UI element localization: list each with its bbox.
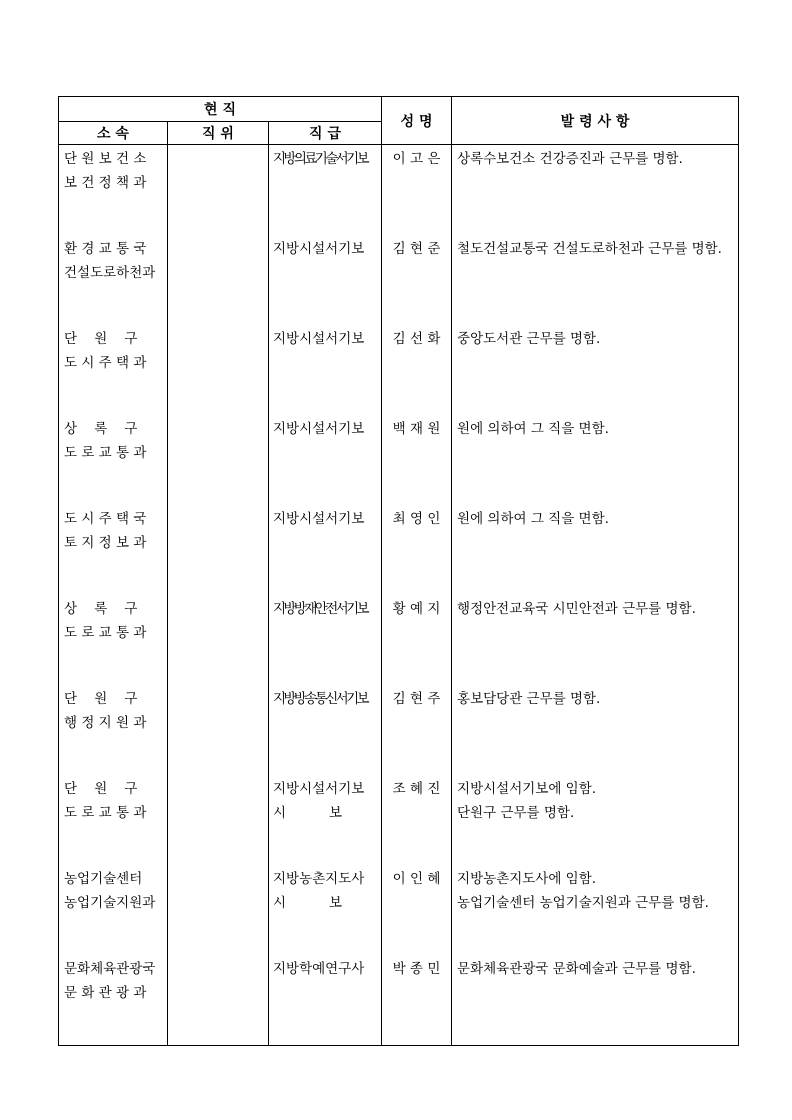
order-line-1: 상록수보건소 건강증진과 근무를 명함.	[457, 151, 683, 167]
affiliation-line-1: 단 원 구	[64, 331, 138, 347]
table-row	[59, 145, 739, 236]
order-line-2	[457, 711, 738, 735]
grade-header: 직 급	[269, 122, 382, 145]
order-cell	[452, 955, 739, 1046]
order-line-1: 철도건설교통국 건설도로하천과 근무를 명함.	[457, 241, 722, 257]
affiliation-line-1: 농업기술센터	[64, 871, 143, 887]
grade-cell	[269, 145, 382, 236]
affiliation-line-1: 도 시 주 택 국	[64, 511, 147, 527]
grade-line-1: 지방농촌지도사	[273, 871, 365, 887]
grade-cell	[269, 775, 382, 865]
grade-line-2	[273, 621, 381, 645]
affiliation-header: 소 속	[59, 122, 168, 145]
grade-line-2	[273, 531, 381, 555]
affiliation-line-2: 도 로 교 통 과	[64, 625, 147, 641]
grade-cell	[269, 415, 382, 505]
position-cell	[168, 235, 269, 325]
name-header: 성 명	[382, 97, 452, 145]
affiliation-line-2: 농업기술지원과	[64, 895, 156, 911]
order-line-1: 지방농촌지도사에 임함.	[457, 871, 597, 887]
order-line-2	[457, 981, 738, 1005]
grade-line-2: 시 보	[273, 895, 342, 911]
order-line-2	[457, 351, 738, 375]
order-line-1: 중앙도서관 근무를 명함.	[457, 331, 601, 347]
position-cell	[168, 505, 269, 595]
order-cell	[452, 415, 739, 505]
order-header: 발 령 사 항	[452, 97, 739, 145]
grade-line-1: 지방방송통신서기보	[273, 691, 367, 707]
affiliation-line-2: 토 지 정 보 과	[64, 535, 147, 551]
order-line-1: 문화체육관광국 문화예술과 근무를 명함.	[457, 961, 696, 977]
position-cell	[168, 325, 269, 415]
order-cell	[452, 325, 739, 415]
grade-cell	[269, 325, 382, 415]
table-row	[59, 955, 739, 1046]
affiliation-line-1: 문화체육관광국	[64, 961, 156, 977]
affiliation-line-2: 건설도로하천과	[64, 265, 156, 281]
grade-line-2	[273, 981, 381, 1005]
order-line-2	[457, 621, 738, 645]
affiliation-cell	[59, 505, 168, 595]
grade-cell	[269, 955, 382, 1046]
grade-line-2	[273, 441, 381, 465]
affiliation-line-1: 단 원 구	[64, 781, 138, 797]
personnel-order-table	[58, 96, 739, 1046]
grade-line-1: 지방시설서기보	[273, 511, 365, 527]
order-cell	[452, 235, 739, 325]
name-cell: 조 혜 진	[382, 775, 452, 865]
affiliation-line-2: 보 건 정 책 과	[64, 175, 147, 191]
affiliation-line-2: 도 로 교 통 과	[64, 805, 147, 821]
order-line-1: 원에 의하여 그 직을 면함.	[457, 421, 609, 437]
affiliation-line-1: 단 원 구	[64, 691, 138, 707]
name-cell: 황 예 지	[382, 595, 452, 685]
order-line-2: 단원구 근무를 명함.	[457, 805, 575, 821]
order-cell	[452, 865, 739, 955]
order-cell	[452, 775, 739, 865]
name-cell: 최 영 인	[382, 505, 452, 595]
order-cell	[452, 685, 739, 775]
grade-line-1: 지방시설서기보	[273, 781, 365, 797]
position-cell	[168, 145, 269, 236]
order-line-1: 홍보담당관 근무를 명함.	[457, 691, 601, 707]
position-cell	[168, 955, 269, 1046]
table-row	[59, 235, 739, 325]
grade-cell	[269, 505, 382, 595]
order-line-1: 지방시설서기보에 임함.	[457, 781, 597, 797]
table-body	[59, 145, 739, 1046]
order-line-2	[457, 441, 738, 465]
table-row	[59, 865, 739, 955]
grade-line-1: 지방학예연구사	[273, 961, 365, 977]
order-cell	[452, 595, 739, 685]
order-line-2	[457, 261, 738, 285]
position-cell	[168, 775, 269, 865]
name-cell: 김 선 화	[382, 325, 452, 415]
current-position-header: 현 직	[59, 97, 382, 122]
table-row	[59, 415, 739, 505]
affiliation-line-2: 문 화 관 광 과	[64, 985, 147, 1001]
grade-line-1: 지방시설서기보	[273, 421, 365, 437]
position-header: 직 위	[168, 122, 269, 145]
affiliation-line-1: 상 록 구	[64, 421, 138, 437]
grade-line-1: 지방시설서기보	[273, 241, 365, 257]
affiliation-cell	[59, 865, 168, 955]
affiliation-line-2: 도 시 주 택 과	[64, 355, 147, 371]
table-row	[59, 775, 739, 865]
grade-line-2	[273, 351, 381, 375]
table-row	[59, 685, 739, 775]
grade-line-1: 지방시설서기보	[273, 331, 365, 347]
affiliation-line-2: 행 정 지 원 과	[64, 715, 147, 731]
grade-cell	[269, 235, 382, 325]
table-row	[59, 505, 739, 595]
grade-line-2	[273, 261, 381, 285]
affiliation-cell	[59, 595, 168, 685]
affiliation-line-1: 단 원 보 건 소	[64, 151, 147, 167]
grade-cell	[269, 865, 382, 955]
name-cell: 이 고 은	[382, 145, 452, 236]
position-cell	[168, 415, 269, 505]
affiliation-cell	[59, 415, 168, 505]
name-cell: 백 재 원	[382, 415, 452, 505]
table-row	[59, 325, 739, 415]
grade-line-2	[273, 711, 381, 735]
affiliation-cell	[59, 235, 168, 325]
grade-line-2: 시 보	[273, 805, 342, 821]
name-cell: 김 현 준	[382, 235, 452, 325]
affiliation-cell	[59, 325, 168, 415]
grade-cell	[269, 685, 382, 775]
position-cell	[168, 865, 269, 955]
order-cell	[452, 505, 739, 595]
order-cell	[452, 145, 739, 236]
affiliation-line-2: 도 로 교 통 과	[64, 445, 147, 461]
order-line-2: 농업기술센터 농업기술지원과 근무를 명함.	[457, 895, 709, 911]
affiliation-line-1: 상 록 구	[64, 601, 138, 617]
order-line-1: 행정안전교육국 시민안전과 근무를 명함.	[457, 601, 696, 617]
affiliation-cell	[59, 955, 168, 1046]
affiliation-cell	[59, 145, 168, 236]
name-cell: 이 인 혜	[382, 865, 452, 955]
affiliation-line-1: 환 경 교 통 국	[64, 241, 147, 257]
affiliation-cell	[59, 685, 168, 775]
name-cell: 김 현 주	[382, 685, 452, 775]
position-cell	[168, 595, 269, 685]
grade-line-2	[273, 171, 381, 195]
name-cell: 박 종 민	[382, 955, 452, 1046]
table-row	[59, 595, 739, 685]
order-line-2	[457, 531, 738, 555]
affiliation-cell	[59, 775, 168, 865]
grade-cell	[269, 595, 382, 685]
grade-line-1: 지방의료기술서기보	[273, 151, 367, 167]
order-line-2	[457, 171, 738, 195]
order-line-1: 원에 의하여 그 직을 면함.	[457, 511, 609, 527]
grade-line-1: 지방방재안전서기보	[273, 601, 367, 617]
position-cell	[168, 685, 269, 775]
